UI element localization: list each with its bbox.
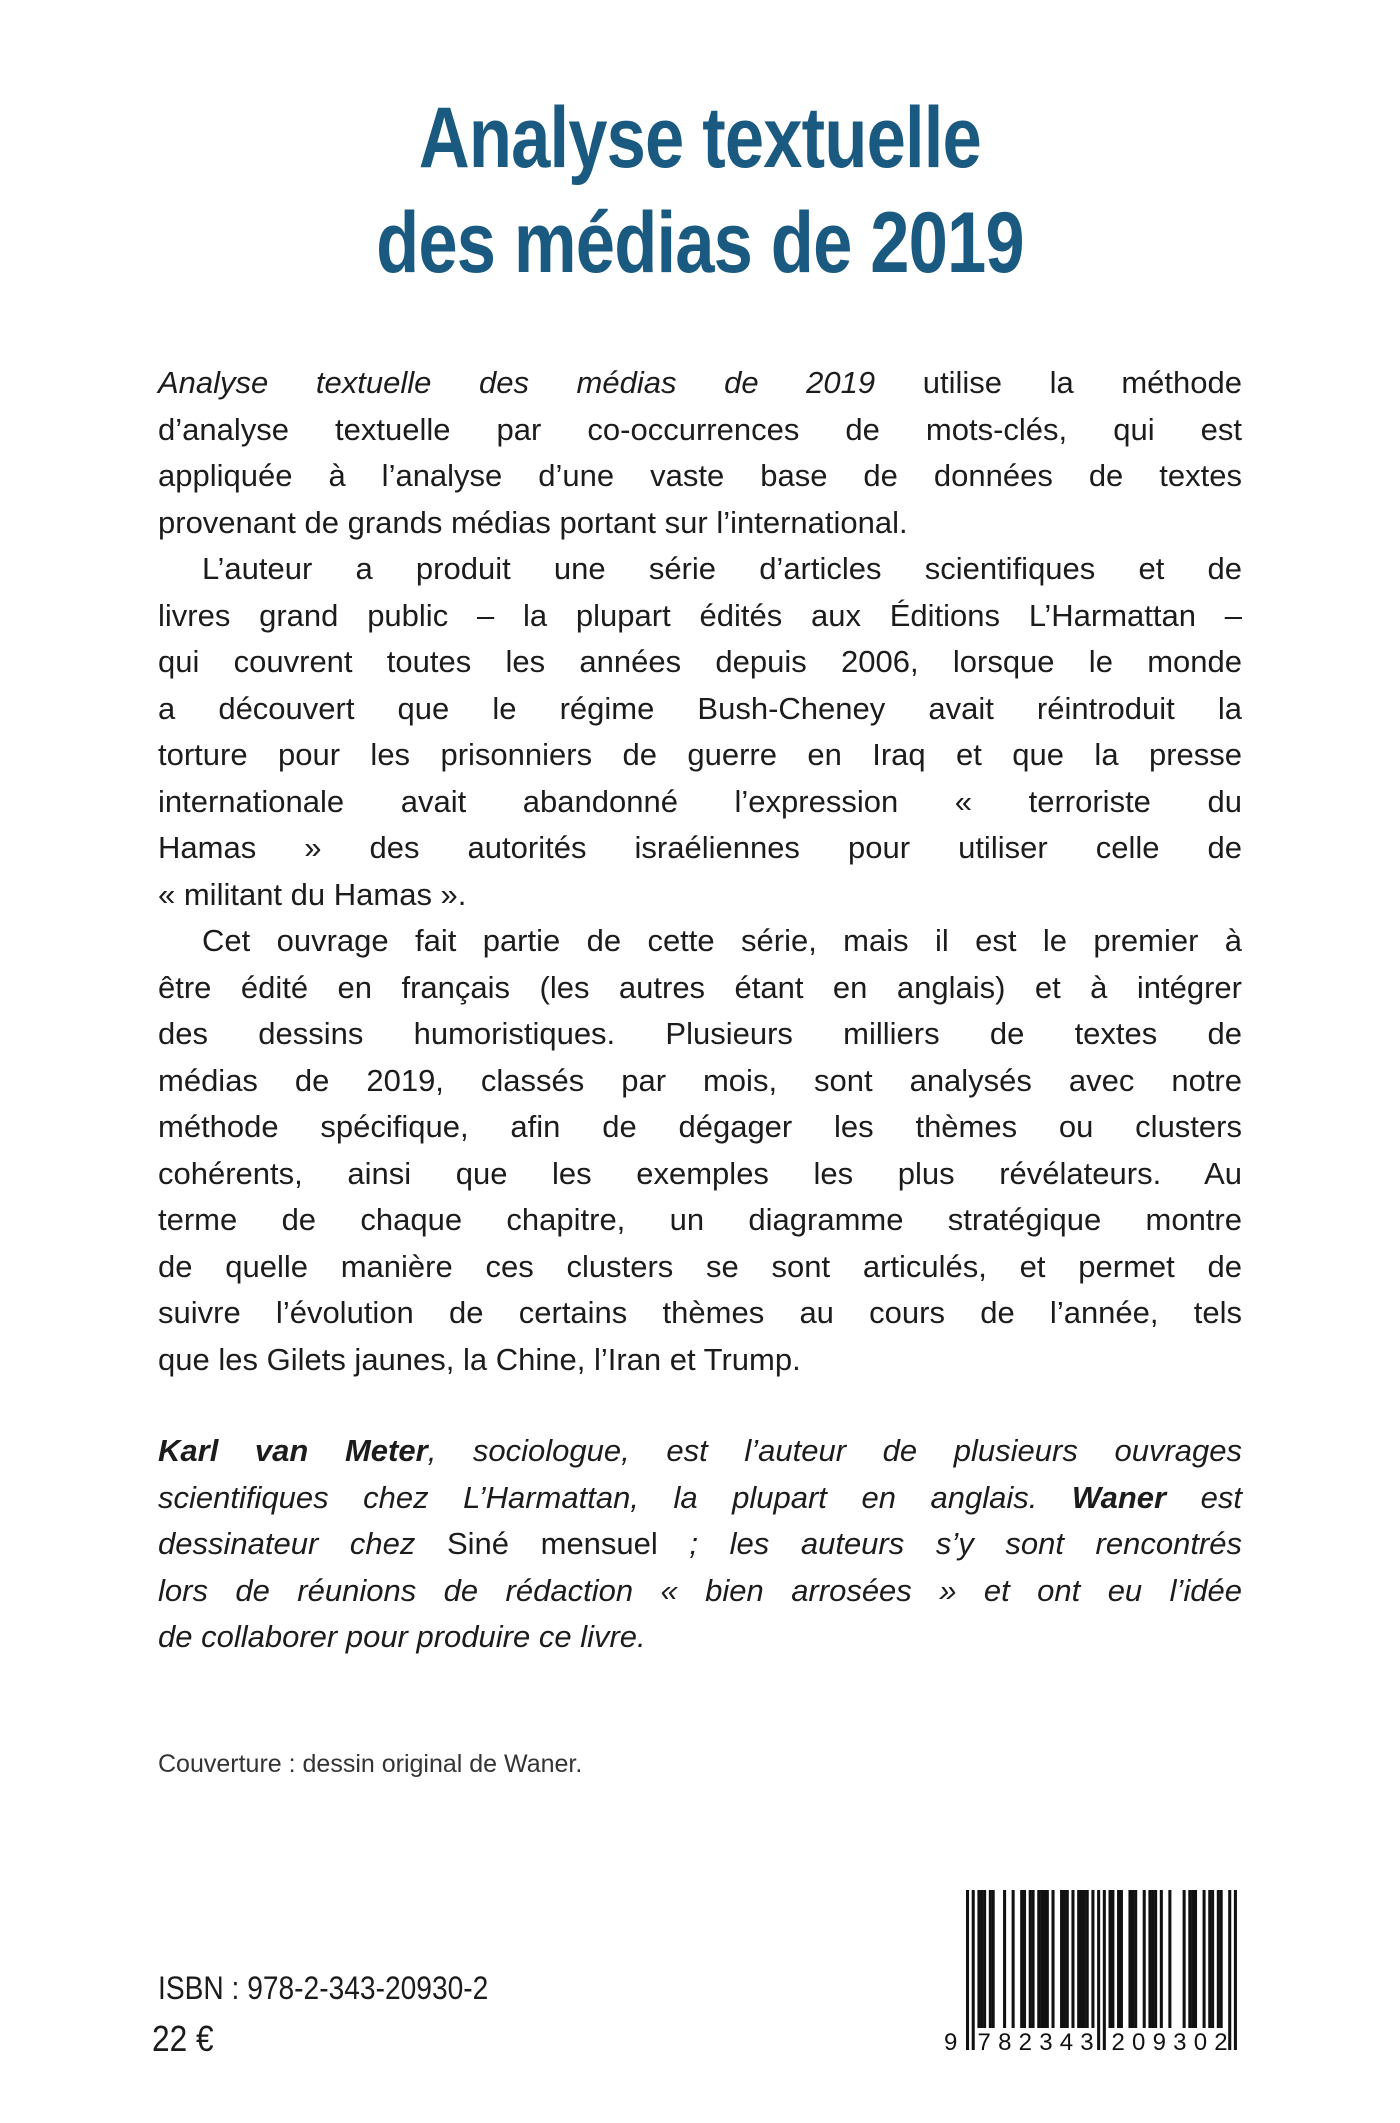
text-segment: des dessins humoristiques. Plusieurs milliers de textes de (158, 1016, 1242, 1051)
summary-paragraph-2 (158, 546, 1242, 918)
summary-paragraph-1 (158, 360, 1242, 546)
text-line (158, 918, 1242, 965)
text-segment: Waner (1071, 1479, 1167, 1515)
text-line (158, 1337, 1242, 1384)
barcode-bar (980, 1890, 983, 2028)
barcode-bar (1120, 1890, 1123, 2028)
barcode-bar (1188, 1890, 1191, 2028)
barcode-bar (1220, 1890, 1223, 2028)
text-line (158, 1290, 1242, 1337)
text-segment: utilise la méthode (875, 365, 1243, 400)
barcode-bar (972, 1890, 975, 2050)
barcode-bar (977, 1890, 980, 2028)
text-segment: Siné mensuel (446, 1526, 658, 1561)
text-segment: méthode spécifique, afin de dégager les thèmes ou clusters (158, 1109, 1242, 1144)
text-segment: qui couvrent toutes les années depuis 2006, lorsque le monde (158, 644, 1242, 679)
barcode-bar (1148, 1890, 1151, 2028)
barcode-bar (1117, 1890, 1120, 2028)
barcode-bar (1128, 1890, 1131, 2028)
text-line (158, 1151, 1242, 1198)
barcode-bar (989, 1890, 992, 2028)
isbn: ISBN : 978-2-343-20930-2 (158, 1970, 489, 2006)
barcode-digits: 782343 (977, 2029, 1101, 2056)
text-segment: terme de chaque chapitre, un diagramme stratégique montre (158, 1202, 1242, 1237)
text-segment: L’auteur a produit une série d’articles scientifiques et de (202, 551, 1242, 586)
barcode-bar (1217, 1890, 1220, 2028)
text-line (158, 1104, 1242, 1151)
barcode-bar (1063, 1890, 1066, 2028)
text-line (158, 965, 1242, 1012)
text-segment: de collaborer pour produire ce livre. (158, 1619, 646, 1654)
text-segment: Cet ouvrage fait partie de cette série, mais il est le premier à (202, 923, 1242, 958)
barcode-bar (1194, 1890, 1197, 2028)
barcode-bar (1131, 1890, 1134, 2028)
cover-credit: Couverture : dessin original de Waner. (158, 1750, 583, 1778)
text-line (158, 686, 1242, 733)
barcode-bar (1234, 1890, 1237, 2050)
book-title-line-1 (0, 90, 1400, 186)
text-line (158, 779, 1242, 826)
barcode-bar (1020, 1890, 1023, 2028)
text-segment: d’analyse textuelle par co-occurrences de mots-clés, qui est (158, 411, 1242, 447)
text-segment: torture pour les prisonniers de guerre en Iraq et que la presse (158, 737, 1242, 772)
title-text-2: des médias de 2019 (376, 195, 1024, 291)
text-segment: livres grand public – la plupart édités aux Éditions L’Harmattan – (158, 597, 1242, 633)
barcode-bar (1043, 1890, 1046, 2028)
barcode-bar (1228, 1890, 1231, 2050)
text-line (158, 453, 1242, 500)
text-segment: de quelle manière ces clusters se sont articulés, et permet de (158, 1248, 1242, 1284)
barcode-bar (1111, 1890, 1114, 2028)
barcode-bar (966, 1890, 969, 2050)
text-line (158, 1475, 1242, 1522)
barcode-bar (1077, 1890, 1080, 2028)
text-line (158, 1428, 1242, 1475)
text-line (158, 1244, 1242, 1291)
barcode-bar (992, 1890, 995, 2028)
barcode-bar (1109, 1890, 1112, 2028)
barcode-bar (1052, 1890, 1055, 2028)
text-segment: , sociologue, est l’auteur de plusieurs ouvrages (427, 1433, 1243, 1468)
text-line (158, 1058, 1242, 1105)
barcode-bar (1080, 1890, 1083, 2028)
barcode-digits: 209302 (1111, 2029, 1235, 2056)
text-segment: « militant du Hamas ». (158, 876, 467, 912)
barcode-bar (1211, 1890, 1214, 2028)
barcode-bar (1143, 1890, 1146, 2028)
text-segment: lors de réunions de rédaction « bien arrosées » et ont eu l’idée (158, 1572, 1242, 1608)
barcode-bar (1023, 1890, 1026, 2028)
text-segment: médias de 2019, classés par mois, sont analysés avec notre (158, 1062, 1242, 1098)
barcode-bar (983, 1890, 986, 2028)
text-line (158, 1521, 1242, 1568)
text-line (158, 1568, 1242, 1615)
barcode-bar (1191, 1890, 1194, 2028)
text-line (158, 500, 1242, 547)
summary-paragraph-3 (158, 918, 1242, 1383)
barcode-bar (1134, 1890, 1137, 2028)
text-line (158, 872, 1242, 919)
barcode-bar (1060, 1890, 1063, 2028)
barcode-digits: 9 (944, 2029, 958, 2056)
text-segment: dessinateur chez (158, 1526, 447, 1561)
text-segment: est (1166, 1479, 1242, 1515)
price: 22 € (152, 2018, 214, 2059)
text-segment: être édité en français (les autres étant en anglais) et à intégrer (158, 969, 1242, 1005)
barcode-bar (1097, 1890, 1100, 2050)
barcode-bar (1203, 1890, 1206, 2028)
text-line (158, 407, 1242, 454)
barcode-bar (1083, 1890, 1086, 2028)
barcode-bar (1091, 1890, 1094, 2028)
text-line (158, 639, 1242, 686)
text-segment: Karl van Meter (158, 1433, 428, 1468)
barcode-bar (1066, 1890, 1069, 2028)
text-line (158, 732, 1242, 779)
text-line (158, 1011, 1242, 1058)
text-line (158, 825, 1242, 872)
text-segment: ; les auteurs s’y sont rencontrés (657, 1526, 1242, 1561)
text-segment: suivre l’évolution de certains thèmes au cours de l’année, tels (158, 1295, 1242, 1330)
text-segment: a découvert que le régime Bush-Cheney avait réintroduit la (158, 690, 1242, 726)
barcode-bar (1103, 1890, 1106, 2050)
barcode-bar (1086, 1890, 1089, 2028)
text-line (158, 593, 1242, 640)
text-line (158, 360, 1242, 407)
text-line (158, 546, 1242, 593)
barcode-bar (1183, 1890, 1186, 2028)
title-text-1: Analyse textuelle (418, 90, 982, 186)
text-segment: que les Gilets jaunes, la Chine, l’Iran et Trump. (158, 1341, 801, 1377)
text-segment: scientifiques chez L’Harmattan, la plupart en anglais. (158, 1479, 1072, 1515)
text-segment: provenant de grands médias portant sur l’international. (158, 504, 908, 540)
barcode-bar (1154, 1890, 1157, 2028)
barcode-bar (1071, 1890, 1074, 2028)
text-segment: cohérents, ainsi que les exemples les plus révélateurs. Au (158, 1155, 1242, 1191)
text-segment: Hamas » des autorités israéliennes pour utiliser celle de (158, 830, 1242, 865)
barcode-bar (1037, 1890, 1040, 2028)
barcode-bar (1160, 1890, 1163, 2028)
barcode-bar (1032, 1890, 1035, 2028)
barcode-bar (1003, 1890, 1006, 2028)
text-segment: internationale avait abandonné l’expression « terroriste du (158, 783, 1242, 819)
barcode-bar (1012, 1890, 1015, 2028)
book-title-line-2 (0, 195, 1400, 291)
text-segment: Analyse textuelle des médias de 2019 (158, 365, 876, 400)
author-bio (158, 1428, 1242, 1661)
barcode-bar (1208, 1890, 1211, 2028)
barcode-bar (1040, 1890, 1043, 2028)
barcode-bar (1168, 1890, 1171, 2028)
text-segment: appliquée à l’analyse d’une vaste base de données de textes (158, 458, 1242, 493)
text-line (158, 1197, 1242, 1244)
barcode (940, 1888, 1250, 2068)
barcode-bar (1046, 1890, 1049, 2028)
barcode-bar (1029, 1890, 1032, 2028)
text-line (158, 1614, 1242, 1661)
barcode-bar (1151, 1890, 1154, 2028)
